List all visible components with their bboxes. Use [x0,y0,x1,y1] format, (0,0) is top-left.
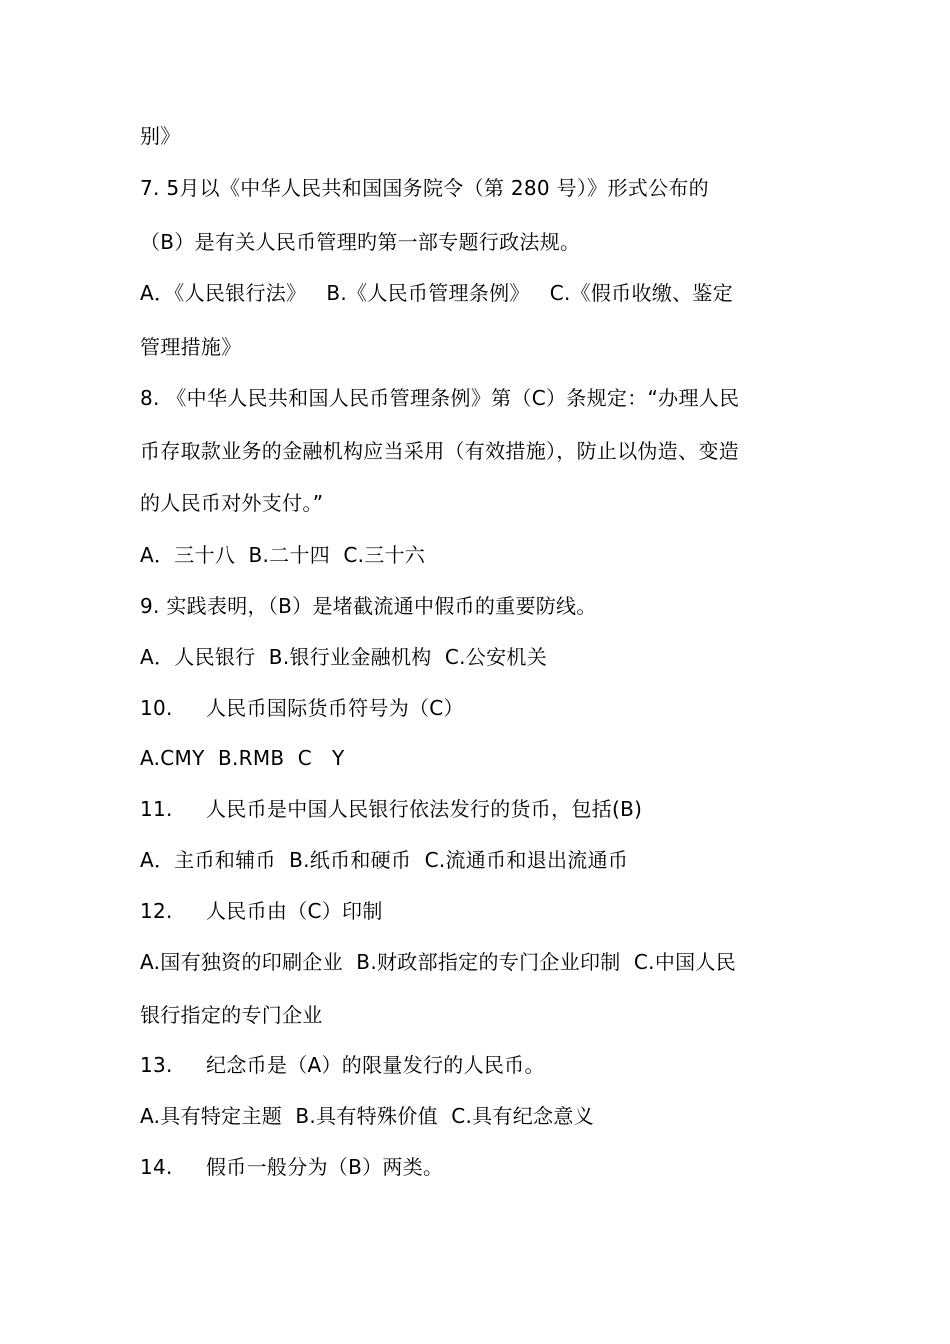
question-8-line-1: 8. 《中华人民共和国人民币管理条例》第（C）条规定：“办理人民 [140,386,740,410]
question-8-options: A．三十八 B.二十四 C.三十六 [140,543,426,567]
question-14: 14. 假币一般分为（B）两类。 [140,1155,444,1179]
question-7-line-2: （B）是有关人民币管理旳第一部专题行政法规。 [140,230,581,254]
question-8-line-2: 币存取款业务的金融机构应当采用（有效措施），防止以伪造、变造 [140,439,739,463]
question-12: 12. 人民币由（C）印制 [140,899,383,923]
question-10-options: A.CMY B.RMB C Y [140,746,345,770]
question-7-line-1: 7. 5月以《中华人民共和国国务院令（第 280 号）》形式公布的 [140,176,709,200]
question-9-options: A．人民银行 B.银行业金融机构 C.公安机关 [140,645,548,669]
question-13: 13. 纪念币是（A）的限量发行的人民币。 [140,1053,545,1077]
question-7-options-line-2: 管理措施》 [140,335,242,359]
text-line-1: 别》 [140,124,181,148]
question-12-options-line-1: A.国有独资的印刷企业 B.财政部指定的专门企业印制 C.中国人民 [140,950,737,974]
question-12-options-line-2: 银行指定的专门企业 [140,1003,323,1027]
question-11-options: A．主币和辅币 B.纸币和硬币 C.流通币和退出流通币 [140,848,629,872]
question-10: 10. 人民币国际货币符号为（C） [140,696,464,720]
question-13-options: A.具有特定主题 B.具有特殊价值 C.具有纪念意义 [140,1104,594,1128]
question-9: 9. 实践表明，（B）是堵截流通中假币的重要防线。 [140,594,597,618]
question-7-options-line-1: A．《人民银行法》 B.《人民币管理条例》 C.《假币收缴、鉴定 [140,281,734,305]
question-8-line-3: 的人民币对外支付。” [140,491,324,515]
question-11: 11. 人民币是中国人民银行依法发行的货币，包括(B) [140,797,643,821]
